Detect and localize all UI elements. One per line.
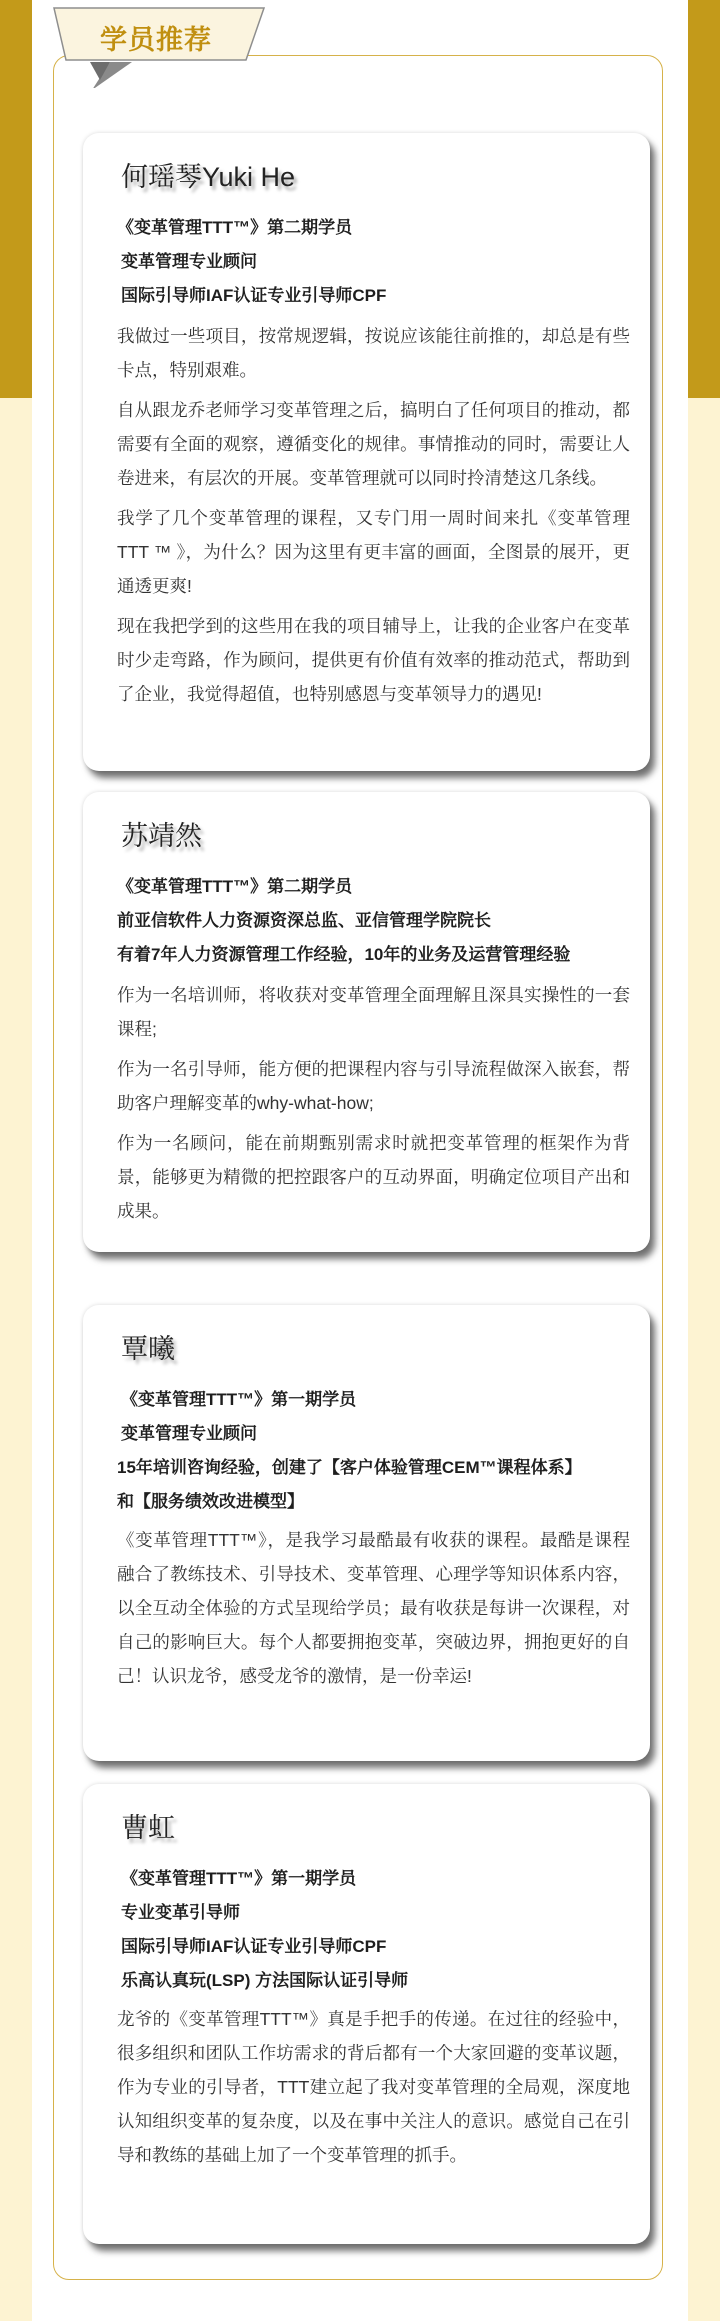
testimonial-paragraph: 龙爷的《变革管理TTT™》真是手把手的传递。在过往的经验中，很多组织和团队工作坊需求的背后都有一个大家回避的变革议题，作为专业的引导者，TTT建立起了我对变革管理的全局观，深度地认知组织变革的复杂度，以及在事中关注人的意识。感觉自己在引导和教练的基础上加了一个变革管理的抓手。 [117, 2008, 630, 2165]
testimonial-paragraph: 作为一名顾问，能在前期甄别需求时就把变革管理的框架作为背景，能够更为精微的把控跟客户的互动界面，明确定位项目产出和成果。 [117, 1132, 630, 1221]
testimonial-card [83, 1784, 650, 2244]
credential-line: 15年培训咨询经验，创建了【客户体验管理CEM™课程体系】 [117, 1457, 582, 1477]
testimonial-paragraph: 我做过一些项目，按常规逻辑，按说应该能往前推的，却总是有些卡点，特别艰难。 [117, 325, 630, 380]
credential-line: 专业变革引导师 [121, 1902, 240, 1922]
testimonial-card [83, 1305, 650, 1761]
credential-line: 变革管理专业顾问 [121, 251, 257, 271]
testimonial-paragraph: 自从跟龙乔老师学习变革管理之后，搞明白了任何项目的推动，都需要有全面的观察，遵循变化的规律。事情推动的同时，需要让人卷进来，有层次的开展。变革管理就可以同时拎清楚这几条线。 [117, 399, 630, 488]
testimonial-card [83, 792, 650, 1252]
student-name: 覃曦 [121, 1334, 175, 1364]
credential-line: 乐高认真玩(LSP) 方法国际认证引导师 [121, 1970, 409, 1990]
credential-line: 有着7年人力资源管理工作经验，10年的业务及运营管理经验 [117, 944, 571, 964]
testimonial-paragraph: 现在我把学到的这些用在我的项目辅导上，让我的企业客户在变革时少走弯路，作为顾问，提供更有价值有效率的推动范式，帮助到了企业，我觉得超值，也特别感恩与变革领导力的遇见! [117, 615, 630, 704]
student-name: 苏靖然 [121, 821, 202, 851]
section-title: 学员推荐 [100, 25, 212, 55]
student-name: 曹虹 [121, 1813, 175, 1843]
credential-line: 《变革管理TTT™》第二期学员 [117, 217, 353, 237]
credential-line: 《变革管理TTT™》第二期学员 [117, 876, 353, 896]
testimonial-paragraph: 我学了几个变革管理的课程，又专门用一周时间来扎《变革管理TTT ™ 》，为什么？因为这里有更丰富的画面，全图景的展开，更通透更爽! [117, 507, 630, 596]
credential-line: 国际引导师IAF认证专业引导师CPF [121, 1936, 387, 1956]
testimonial-paragraph: 作为一名培训师，将收获对变革管理全面理解且深具实操性的一套课程; [117, 984, 630, 1039]
credential-line: 和【服务绩效改进模型】 [117, 1491, 304, 1511]
testimonial-paragraph: 作为一名引导师，能方便的把课程内容与引导流程做深入嵌套，帮助客户理解变革的why-what-how; [117, 1058, 630, 1113]
testimonial-card [83, 133, 650, 771]
credential-line: 前亚信软件人力资源资深总监、亚信管理学院院长 [117, 910, 491, 930]
credential-line: 《变革管理TTT™》第一期学员 [121, 1868, 357, 1888]
credential-line: 《变革管理TTT™》第一期学员 [121, 1389, 357, 1409]
credential-line: 国际引导师IAF认证专业引导师CPF [121, 285, 387, 305]
testimonial-paragraph: 《变革管理TTT™》，是我学习最酷最有收获的课程。最酷是课程融合了教练技术、引导技术、变革管理、心理学等知识体系内容，以全互动全体验的方式呈现给学员；最有收获是每讲一次课程，对自己的影响巨大。每个人都要拥抱变革，突破边界，拥抱更好的自己！认识龙爷，感受龙爷的激情，是一份幸运! [117, 1529, 630, 1686]
student-name: 何瑶琴Yuki He [121, 162, 296, 192]
credential-line: 变革管理专业顾问 [121, 1423, 257, 1443]
section-ribbon [52, 6, 266, 62]
